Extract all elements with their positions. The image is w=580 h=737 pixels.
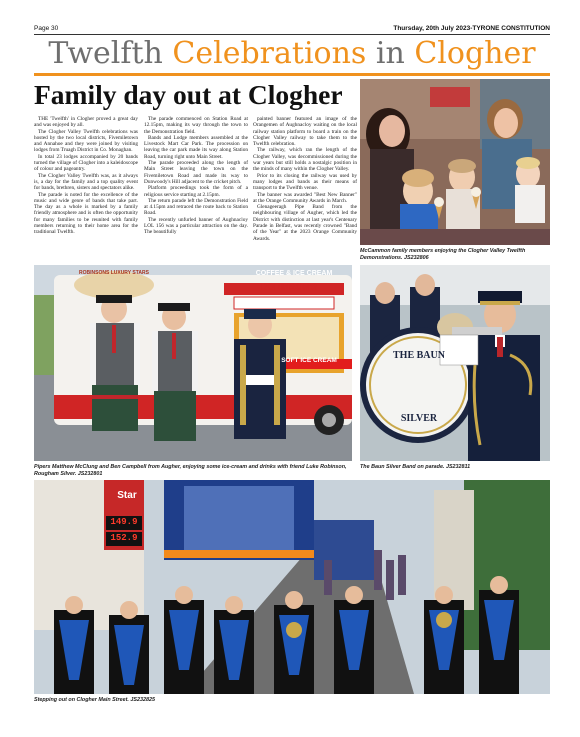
article-column-3 bbox=[253, 116, 357, 242]
street-parade-illustration bbox=[34, 480, 550, 694]
drum-text-bottom: SILVER bbox=[400, 413, 438, 424]
article-paragraph: The railway, which ran the length of the Clogher Valley, was decommissioned during the war years but still holds a nostalgic position in the minds of many within the Clogher Valley. bbox=[253, 147, 357, 173]
article-paragraph: painted banner featured an image of the Orangemen of Aughnacloy waiting on the local railway station platform to board a train on the Clogher Valley railway to take them to the Twelfth celebration. bbox=[253, 116, 357, 148]
article-paragraph: The return parade left the Demonstration Field at 4.15pm and retraced the route back to Station Road. bbox=[144, 197, 248, 217]
article-paragraph: In total 23 lodges accompanied by 20 bands turned the village of Clogher into a kaleidoscope of colour and pageantry. bbox=[34, 153, 138, 173]
article-paragraph: Bands and Lodge members assembled at the Livestock Mart Car Park. The procession on leaving the car park made its way along Station Road, turning right unto Main Street. bbox=[144, 134, 248, 160]
article-paragraph: The Clogher Valley Twelfth was, as it always is, a day for the family and a top quality event for bands, brethren, sisters and spectators alike. bbox=[34, 172, 138, 192]
article-paragraph: THE 'Twelfth' in Clogher proved a great day and was enjoyed by all. bbox=[34, 116, 138, 129]
pipers-photo bbox=[34, 265, 352, 461]
drum-text-top: THE BAUN bbox=[393, 350, 445, 361]
article-column-2 bbox=[144, 116, 248, 236]
family-photo-illustration bbox=[360, 79, 550, 245]
band-photo-caption: The Baun Silver Band on parade. JS232811 bbox=[360, 464, 471, 470]
fuel-station-sign: Star bbox=[117, 490, 137, 501]
family-photo-caption: McCammon family members enjoying the Clogher Valley Twelfth Demonstrations. JS232806 bbox=[360, 248, 526, 261]
band-photo-illustration bbox=[360, 265, 550, 461]
banner-word-in: in bbox=[375, 36, 405, 71]
van-side-text: SOFT ICE CREAM bbox=[281, 357, 337, 364]
article-paragraph: The banner was awarded "Best New Banner" at the Orange Community Awards in March. bbox=[253, 191, 357, 204]
banner-word-clogher: Clogher bbox=[414, 36, 536, 71]
banner-word-celebrations: Celebrations bbox=[172, 36, 367, 71]
article-column-1 bbox=[34, 116, 138, 236]
banner-rule bbox=[34, 73, 550, 76]
article-paragraph: The parade is noted for the excellence of the music and wide genre of bands that take part. The day as a whole is marked by a family friendly atmosphere and is often the opportunity for many families to be reunited with family members returning to their home area for the traditional Twelfth. bbox=[34, 191, 138, 236]
pipers-photo-caption: Pipers Matthew McClung and Ben Campbell from Augher, enjoying some ice-cream and drinks with friend Luke Robinson, Rougham Silver. JS232801 bbox=[34, 464, 347, 477]
article-paragraph: The parade commenced on Station Road at 12.15pm, making its way through the town to the Demonstration field. bbox=[144, 116, 248, 135]
band-photo bbox=[360, 265, 550, 461]
banner-word-twelfth: Twelfth bbox=[48, 36, 163, 71]
street-photo-caption: Stepping out on Clogher Main Street. JS232825 bbox=[34, 697, 156, 703]
article-headline: Family day out at Clogher bbox=[34, 79, 343, 110]
header-rule bbox=[34, 34, 550, 35]
section-banner bbox=[34, 36, 550, 72]
street-parade-photo bbox=[34, 480, 550, 694]
article-paragraph: The parade proceeded along the length of Main Street leaving the town on the Fivemiletown Road and made its way to Dunwoody's Hill adjacent to the cricket pitch. bbox=[144, 160, 248, 185]
family-photo bbox=[360, 79, 550, 245]
van-sign-top: COFFEE & ICE CREAM bbox=[255, 270, 333, 277]
article-paragraph: The Clogher Valley Twelfth celebrations was hosted by the two local districts, Fivemiletown and Annahoe and they were joined by visiting lodges from Truagh District in Co. Monaghan. bbox=[34, 128, 138, 154]
issue-date-publication: Thursday, 20th July 2023-TYRONE CONSTITUTION bbox=[393, 25, 550, 32]
article-paragraph: Glenageeragh Pipe Band from the neighbouring village of Augher, which led the District with distinction at last year's Centenary Parade in Belfast, was recently crowned "Band of the Year" at the 2023 Orange Community Awards. bbox=[253, 204, 357, 242]
article-paragraph: The recently unfurled banner of Aughnacloy LOL 156 was a particular attraction on the day. The beautifully bbox=[144, 216, 248, 236]
van-sign-name: ROBINSON'S bbox=[260, 282, 318, 292]
fuel-price-2: 152.9 bbox=[110, 533, 138, 543]
article-paragraph: Prior to its closing the railway was used by many lodges and bands as their means of transport to the Twelfth venue. bbox=[253, 172, 357, 192]
fuel-price-1: 149.9 bbox=[110, 517, 138, 527]
page-number: Page 30 bbox=[34, 25, 59, 32]
article-paragraph: Platform proceedings took the form of a religious service starting at 2.15pm. bbox=[144, 185, 248, 198]
van-logo-text: ROBINSONS LUXURY STARS bbox=[79, 270, 149, 276]
